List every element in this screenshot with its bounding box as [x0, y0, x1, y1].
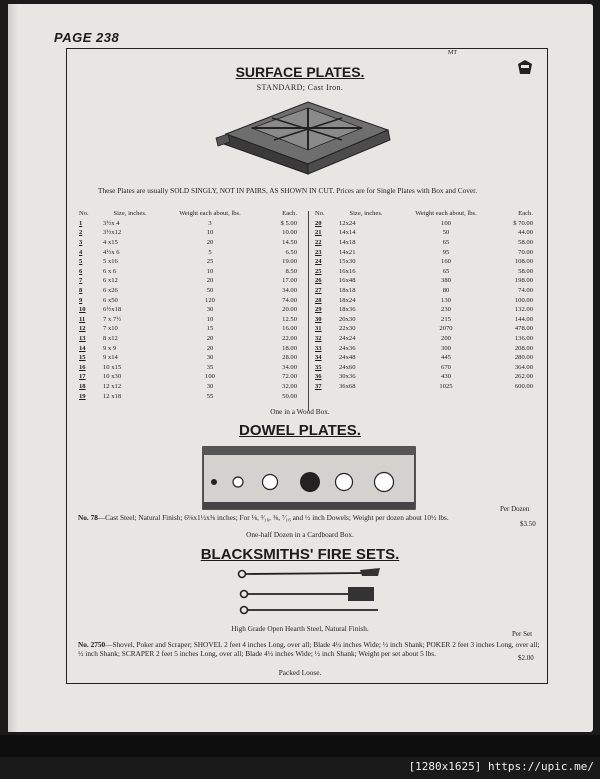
dowel-plate-illustration — [202, 446, 416, 510]
table-row — [312, 238, 536, 248]
cell-no: 24 — [315, 258, 322, 266]
table-row — [312, 382, 536, 392]
col-header-each: Each. — [282, 210, 297, 218]
cell-size: 9 x 9 — [103, 344, 117, 352]
cell-size: 10 x30 — [103, 373, 122, 381]
table-row — [76, 391, 300, 401]
surface-plates-intro: These Plates are usually SOLD SINGLY, NOT IN PAIRS, AS SHOWN IN CUT. Prices are for Single Plates with Box and Cover. — [98, 186, 478, 195]
fire-packing: Packed Loose. — [278, 668, 322, 677]
cell-each: 14.50 — [282, 239, 297, 247]
cell-size: 10 x15 — [103, 363, 122, 371]
cell-each: 198.00 — [514, 277, 533, 285]
cell-each: $ 5.00 — [280, 219, 297, 227]
table-row — [312, 353, 536, 363]
cell-each: 20.00 — [282, 306, 297, 314]
cell-size: 5 x16 — [103, 258, 118, 266]
col-header-no: No. — [315, 210, 325, 218]
cell-weight: 55 — [206, 392, 214, 400]
cell-each: 364.00 — [514, 363, 533, 371]
cell-size: 7 x10 — [103, 325, 118, 333]
cell-size: 24x60 — [339, 363, 356, 371]
table-row — [76, 228, 300, 238]
table-row — [312, 305, 536, 315]
cell-each: 74.00 — [282, 296, 297, 304]
cell-weight: 20 — [206, 277, 214, 285]
cell-weight: 10 — [206, 267, 214, 275]
table-row — [76, 353, 300, 363]
cell-size: 12 x12 — [103, 382, 122, 390]
dowel-plates-title: DOWEL PLATES. — [239, 422, 361, 439]
cell-each: 18.00 — [282, 344, 297, 352]
cell-weight: 20 — [206, 335, 214, 343]
cell-each: 16.00 — [282, 325, 297, 333]
surface-plates-table-left — [76, 209, 300, 401]
table-row — [312, 324, 536, 334]
table-row — [312, 363, 536, 373]
corner-mark: MT — [448, 50, 457, 56]
surface-plates-rows-left — [76, 219, 300, 401]
cell-weight: 15 — [206, 325, 214, 333]
col-header-size: Size, inches. — [113, 210, 147, 218]
table-divider — [308, 211, 309, 411]
cell-no: 21 — [315, 229, 322, 237]
cell-no: 31 — [315, 325, 322, 333]
dowel-price: $3.50 — [520, 520, 536, 528]
cell-each: 8.50 — [285, 267, 297, 275]
surface-plate-illustration — [212, 94, 394, 180]
cell-no: 26 — [315, 277, 322, 285]
table-row — [76, 334, 300, 344]
table-row — [76, 324, 300, 334]
cell-weight: 30 — [206, 382, 214, 390]
cell-no: 33 — [315, 344, 322, 352]
cell-no: 37 — [315, 382, 322, 390]
cell-weight: 160 — [441, 258, 451, 266]
table-row — [312, 343, 536, 353]
cell-weight: 430 — [441, 373, 451, 381]
cell-each: 22.00 — [282, 335, 297, 343]
cell-size: 20x30 — [339, 315, 356, 323]
cell-each: 72.00 — [282, 373, 297, 381]
cell-no: 12 — [79, 325, 86, 333]
cell-each: 28.00 — [282, 354, 297, 362]
cell-each: 6.50 — [285, 248, 297, 256]
cell-each: 262.00 — [514, 373, 533, 381]
cell-size: 18x36 — [339, 306, 356, 314]
table-row — [76, 267, 300, 277]
cell-size: 12x24 — [339, 219, 356, 227]
table-row — [76, 305, 300, 315]
surface-plates-rows-right — [312, 219, 536, 392]
dowel-caption: One-half Dozen in a Cardboard Box. — [246, 530, 354, 539]
cell-no: 32 — [315, 335, 322, 343]
cell-no: 2 — [79, 229, 83, 237]
page-number: PAGE 238 — [54, 30, 120, 45]
col-header-weight: Weight each about, lbs. — [415, 210, 477, 218]
dowel-item-number: No. 78 — [78, 513, 98, 522]
table-row — [76, 315, 300, 325]
cell-size: 3½x 4 — [103, 219, 120, 227]
cell-size: 14x18 — [339, 239, 356, 247]
cell-each: 32.00 — [282, 382, 297, 390]
cell-no: 30 — [315, 315, 322, 323]
cell-each: 144.00 — [514, 315, 533, 323]
table-row — [312, 257, 536, 267]
fire-price: $2.00 — [518, 654, 534, 662]
table-row — [76, 363, 300, 373]
surface-plates-table-right — [312, 209, 536, 391]
cell-no: 17 — [79, 373, 86, 381]
table-row — [312, 295, 536, 305]
table-row — [312, 286, 536, 296]
table-row — [312, 267, 536, 277]
cell-weight: 10 — [206, 229, 214, 237]
table-row — [312, 228, 536, 238]
cell-weight: 35 — [206, 363, 214, 371]
cell-size: 3½x12 — [103, 229, 122, 237]
table-row — [76, 295, 300, 305]
cell-weight: 300 — [441, 344, 451, 352]
cell-each: 74.00 — [518, 287, 533, 295]
cell-each: 280.00 — [514, 354, 533, 362]
cell-weight: 95 — [442, 248, 450, 256]
cell-size: 24x36 — [339, 344, 356, 352]
cell-size: 14x21 — [339, 248, 356, 256]
fire-set-illustration — [234, 566, 382, 616]
cell-each: 58.00 — [518, 267, 533, 275]
cell-weight: 10 — [206, 315, 214, 323]
cell-no: 4 — [79, 248, 83, 256]
cell-size: 24x48 — [339, 354, 356, 362]
cell-size: 6 x26 — [103, 287, 118, 295]
cell-size: 36x68 — [339, 382, 356, 390]
cell-size: 24x24 — [339, 335, 356, 343]
cell-weight: 130 — [441, 296, 451, 304]
cell-each: 70.00 — [518, 248, 533, 256]
cell-no: 14 — [79, 344, 86, 352]
cell-weight: 30 — [206, 354, 214, 362]
cell-size: 4 x15 — [103, 239, 118, 247]
cell-size: 8 x12 — [103, 335, 118, 343]
cell-each: 34.00 — [282, 287, 297, 295]
cell-size: 6 x12 — [103, 277, 118, 285]
dowel-unit-label: Per Dozen — [500, 505, 530, 513]
cell-no: 36 — [315, 373, 322, 381]
cell-no: 29 — [315, 306, 322, 314]
cell-no: 34 — [315, 354, 322, 362]
surface-plates-title: SURFACE PLATES. — [235, 64, 365, 80]
cell-weight: 2070 — [439, 325, 453, 333]
dowel-desc-text: —Cast Steel; Natural Finish; 6⅛x1½x⅜ inches; For ⅛, ³⁄₁₆, ⅜, ⁷⁄₁₆ and ½ inch Dowels; Weight per dozen about 10½ lbs. — [97, 513, 449, 522]
cell-no: 15 — [79, 354, 86, 362]
cell-no: 9 — [79, 296, 83, 304]
cell-weight: 120 — [205, 296, 215, 304]
table-row — [76, 372, 300, 382]
cell-each: 10.00 — [282, 229, 297, 237]
table-row — [76, 238, 300, 248]
cell-weight: 65 — [442, 239, 450, 247]
cell-weight: 100 — [205, 373, 215, 381]
cell-each: $ 70.00 — [513, 219, 533, 227]
viewer-footer — [0, 735, 600, 757]
fire-description — [78, 640, 540, 658]
cell-weight: 3 — [208, 219, 212, 227]
cell-no: 25 — [315, 267, 322, 275]
table-row — [76, 343, 300, 353]
cell-no: 7 — [79, 277, 83, 285]
cell-each: 50.00 — [282, 392, 297, 400]
cell-each: 600.00 — [514, 382, 533, 390]
cell-no: 10 — [79, 306, 86, 314]
cell-each: 208.00 — [514, 344, 533, 352]
cell-no: 5 — [79, 258, 83, 266]
table-row — [312, 372, 536, 382]
table-row — [312, 315, 536, 325]
cell-weight: 5 — [208, 248, 212, 256]
cell-each: 17.00 — [282, 277, 297, 285]
cell-weight: 670 — [441, 363, 451, 371]
cell-no: 16 — [79, 363, 86, 371]
cell-size: 6 x 6 — [103, 267, 117, 275]
cell-no: 20 — [315, 219, 322, 227]
cell-each: 19.00 — [282, 258, 297, 266]
col-header-weight: Weight each about, lbs. — [179, 210, 241, 218]
cell-weight: 1025 — [439, 382, 453, 390]
cell-each: 108.00 — [514, 258, 533, 266]
table-row — [76, 247, 300, 257]
page-edge — [8, 4, 18, 732]
cell-each: 44.00 — [518, 229, 533, 237]
table-row — [312, 334, 536, 344]
cell-no: 19 — [79, 392, 86, 400]
cell-size: 15x30 — [339, 258, 356, 266]
cell-size: 18x18 — [339, 287, 356, 295]
col-header-size: Size, inches. — [349, 210, 383, 218]
surface-plates-subtitle: STANDARD; Cast Iron. — [256, 83, 344, 92]
fire-desc-text: —Shovel, Poker and Scraper; SHOVEL 2 feet 4 inches Long, over all; Blade 4¼ inches Wide; ½ inch Shank; POKER 2 feet 3 inches Long, over all; ½ inch Shank; SCRAPER 2 feet 5 inches Long, over all; Blade 4½ inches Wide; ½ inch Shank; Weight per set about 5 lbs. — [78, 640, 540, 658]
cell-no: 6 — [79, 267, 83, 275]
cell-no: 11 — [79, 315, 86, 323]
table-row — [76, 286, 300, 296]
cell-size: 22x30 — [339, 325, 356, 333]
col-header-each: Each. — [518, 210, 533, 218]
cell-weight: 50 — [206, 287, 214, 295]
cell-no: 35 — [315, 363, 322, 371]
cell-weight: 230 — [441, 306, 451, 314]
cell-no: 22 — [315, 239, 322, 247]
table-row — [76, 382, 300, 392]
cell-size: 14x14 — [339, 229, 356, 237]
fire-item-number: No. 2750 — [78, 640, 106, 649]
fire-sets-title: BLACKSMITHS' FIRE SETS. — [200, 546, 400, 563]
fire-unit-label: Per Set — [512, 630, 533, 638]
cell-each: 132.00 — [514, 306, 533, 314]
cell-weight: 80 — [442, 287, 450, 295]
cell-size: 6½x18 — [103, 306, 122, 314]
dowel-description — [78, 513, 540, 522]
cell-weight: 20 — [206, 344, 214, 352]
cell-weight: 445 — [441, 354, 451, 362]
surface-plates-caption: One in a Wood Box. — [270, 407, 330, 416]
cell-weight: 20 — [206, 239, 214, 247]
table-row — [312, 276, 536, 286]
cell-no: 27 — [315, 287, 322, 295]
cell-weight: 30 — [206, 306, 214, 314]
cell-size: 7 x 7½ — [103, 315, 122, 323]
cell-size: 9 x14 — [103, 354, 118, 362]
cell-weight: 215 — [441, 315, 451, 323]
cell-each: 12.50 — [282, 315, 297, 323]
cell-no: 13 — [79, 335, 86, 343]
cell-size: 18x24 — [339, 296, 356, 304]
cell-size: 12 x18 — [103, 392, 122, 400]
cell-size: 6 x50 — [103, 296, 118, 304]
cell-weight: 65 — [442, 267, 450, 275]
cell-weight: 50 — [442, 229, 450, 237]
table-row — [312, 219, 536, 229]
cell-each: 136.00 — [514, 335, 533, 343]
fire-sets-caption: High Grade Open Hearth Steel, Natural Finish. — [231, 624, 369, 633]
cell-weight: 100 — [441, 219, 451, 227]
cell-each: 58.00 — [518, 239, 533, 247]
table-row — [312, 247, 536, 257]
table-row — [76, 276, 300, 286]
viewer-tag: [1280x1625] https://upic.me/ — [408, 760, 594, 773]
table-row — [76, 219, 300, 229]
cell-no: 8 — [79, 287, 83, 295]
cell-weight: 380 — [441, 277, 451, 285]
col-header-no: No. — [79, 210, 89, 218]
cell-size: 16x48 — [339, 277, 356, 285]
table-row — [76, 257, 300, 267]
cell-each: 34.00 — [282, 363, 297, 371]
cell-size: 16x16 — [339, 267, 356, 275]
cell-no: 23 — [315, 248, 322, 256]
cell-size: 30x36 — [339, 373, 356, 381]
cell-each: 100.00 — [514, 296, 533, 304]
cell-no: 28 — [315, 296, 322, 304]
cell-no: 18 — [79, 382, 86, 390]
cell-each: 478.00 — [514, 325, 533, 333]
cell-no: 3 — [79, 239, 83, 247]
cell-weight: 25 — [206, 258, 214, 266]
cell-size: 4½x 6 — [103, 248, 120, 256]
cell-weight: 200 — [441, 335, 451, 343]
cell-no: 1 — [79, 219, 83, 227]
